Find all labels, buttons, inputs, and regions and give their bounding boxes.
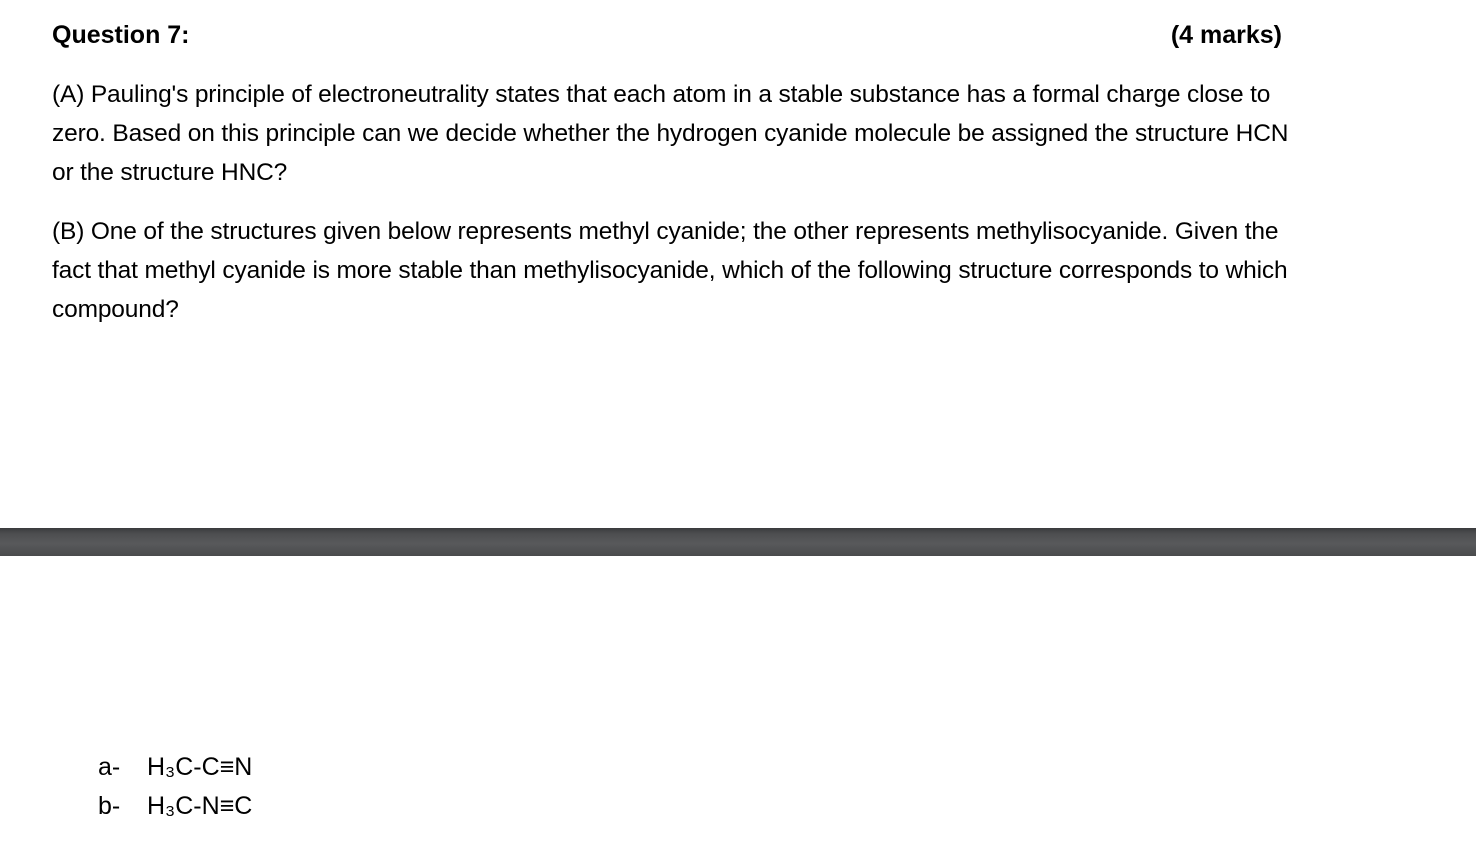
option-b-marker: b- [98, 791, 121, 820]
part-b-paragraph: (B) One of the structures given below represents methyl cyanide; the other represents methylisocyanide. Given the fact that methyl cyanide is more stable than methylisocyanide, which of the following structure corresponds to which compound? [52, 218, 1288, 323]
question-marks: (4 marks) [1170, 21, 1282, 49]
part-a-paragraph: (A) Pauling's principle of electroneutrality states that each atom in a stable substance has a formal charge close to zero. Based on this principle can we decide whether the hydrogen cyanide molecule be assigned the structure HCN or the structure HNC? [52, 81, 1289, 186]
option-b [98, 787, 252, 826]
question-title: Question 7: [52, 21, 190, 49]
question-header [52, 18, 1282, 52]
option-a-marker: a- [98, 753, 121, 781]
option-a-formula: H₃C-C≡N [147, 753, 253, 781]
option-b-formula: H₃C-N≡C [147, 791, 253, 820]
option-a [98, 748, 252, 787]
answer-options-list [98, 748, 252, 825]
page-break-divider [0, 528, 1476, 556]
